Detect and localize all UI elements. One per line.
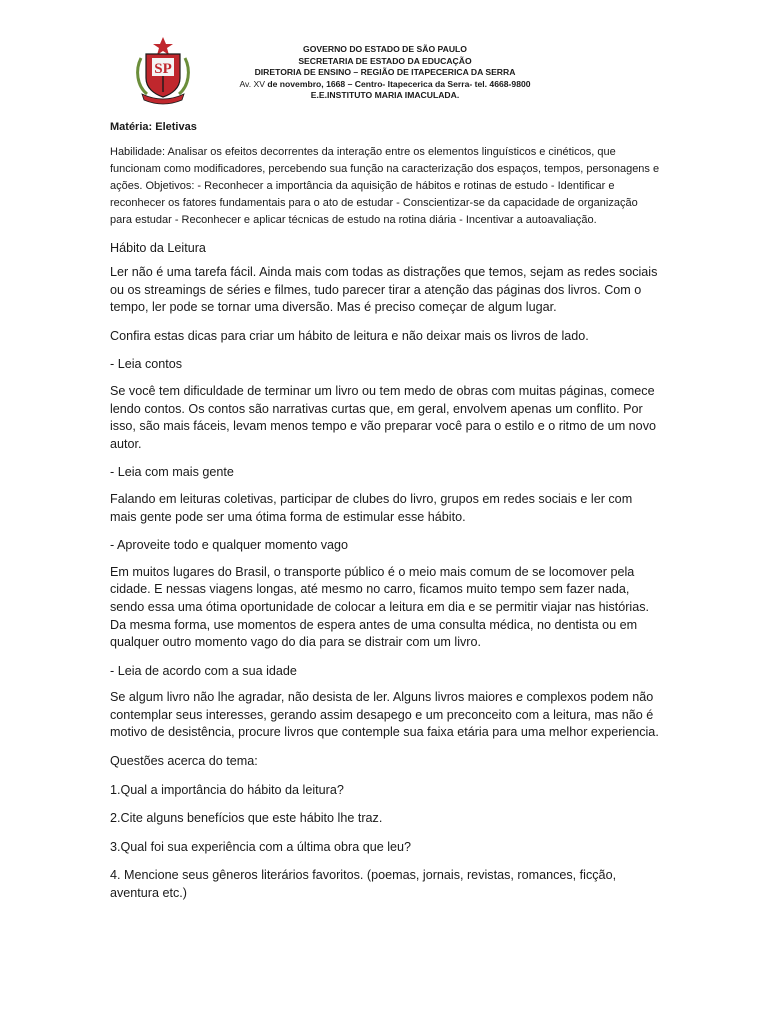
tip-heading: - Aproveite todo e qualquer momento vago xyxy=(110,538,349,553)
directorate-line: DIRETORIA DE ENSINO – REGIÃO DE ITAPECERICA DA SERRA xyxy=(254,67,516,78)
subject-line: Matéria: Eletivas xyxy=(110,121,197,133)
address-prefix: Av. XV xyxy=(239,78,265,89)
document-title: Hábito da Leitura xyxy=(110,241,206,255)
skill-paragraph: Habilidade: Analisar os efeitos decorrentes da interação entre os elementos linguísticos e cinéticos, que funcionam como modificadores, percebendo sua função na caracterização dos espaços, tempos, personagens e ações. Objetivos: - Reconhecer a importância da aquisição de hábitos e rotinas de estudo - Identificar e reconhecer os fatores fundamentais para o ato de estudar - Conscientizar-se da capacidade de organização para estudar - Reconhecer e aplicar técnicas de estudo na rotina diária - Incentivar a autoavaliação. xyxy=(110,146,660,226)
intro-paragraph-1: Ler não é uma tarefa fácil. Ainda mais com todas as distrações que temos, sejam as redes sociais ou os streamings de séries e filmes, tudo parecer tirar a atenção das páginas dos livros. Com o tempo, ler pode se tornar uma diversão. Mas é preciso começar de algum lugar. xyxy=(110,265,658,315)
tip-heading: - Leia contos xyxy=(110,357,183,372)
tip-text: Se algum livro não lhe agradar, não desista de ler. Alguns livros maiores e complexos podem não contemplar seus interesses, gerando assim desapego e um preconceito com a leitura, mas não é motivo de desistência, procure livros que contemple sua faixa etária para uma melhor experiencia. xyxy=(110,690,659,740)
tip-text: Se você tem dificuldade de terminar um livro ou tem medo de obras com muitas páginas, comece lendo contos. Os contos são narrativas curtas que, em geral, envolvem apenas um conflito. Por isso, são mais fáceis, levam menos tempo e vão preparar você para o estilo e o ritmo de um novo autor. xyxy=(110,383,656,451)
tip-heading: - Leia de acordo com a sua idade xyxy=(110,663,297,678)
intro-paragraph-2: Confira estas dicas para criar um hábito de leitura e não deixar mais os livros de lado. xyxy=(110,328,589,343)
school-name: E.E.INSTITUTO MARIA IMACULADA. xyxy=(310,90,460,101)
question-item: 1.Qual a importância do hábito da leitura? xyxy=(110,782,344,797)
address-line xyxy=(200,79,570,91)
sao-paulo-coat-of-arms-icon xyxy=(133,36,193,108)
tip-text: Em muitos lugares do Brasil, o transporte público é o meio mais comum de se locomover pela cidade. E nessas viagens longas, até mesmo no carro, ficamos muito tempo sem fazer nada, sendo essa uma ótima oportunidade de colocar a leitura em dia e se permitir viajar nas histórias. Da mesma forma, use momentos de espera antes de uma consulta médica, no dentista ou em qualquer outro momento vago do dia para se distrair com um livro. xyxy=(110,564,650,650)
government-line: GOVERNO DO ESTADO DE SÃO PAULO xyxy=(303,44,467,54)
questions-title: Questões acerca do tema: xyxy=(110,754,258,769)
emblem-letters: SP xyxy=(154,61,172,77)
address-rest: de novembro, 1668 – Centro- Itapecerica da Serra- tel. 4668-9800 xyxy=(264,78,531,89)
letterhead xyxy=(200,44,570,102)
secretariat-line: SECRETARIA DE ESTADO DA EDUCAÇÃO xyxy=(298,55,472,66)
question-item: 2.Cite alguns benefícios que este hábito lhe traz. xyxy=(110,811,383,826)
tip-text: Falando em leituras coletivas, participar de clubes do livro, grupos em redes sociais e ler com mais gente pode ser uma ótima forma de estimular esse hábito. xyxy=(110,491,633,524)
question-item: 3.Qual foi sua experiência com a última obra que leu? xyxy=(110,839,412,854)
question-item: 4. Mencione seus gêneros literários favoritos. (poemas, jornais, revistas, romances, ficção, aventura etc.) xyxy=(110,868,617,901)
document-body xyxy=(110,121,660,914)
tip-heading: - Leia com mais gente xyxy=(110,465,234,480)
